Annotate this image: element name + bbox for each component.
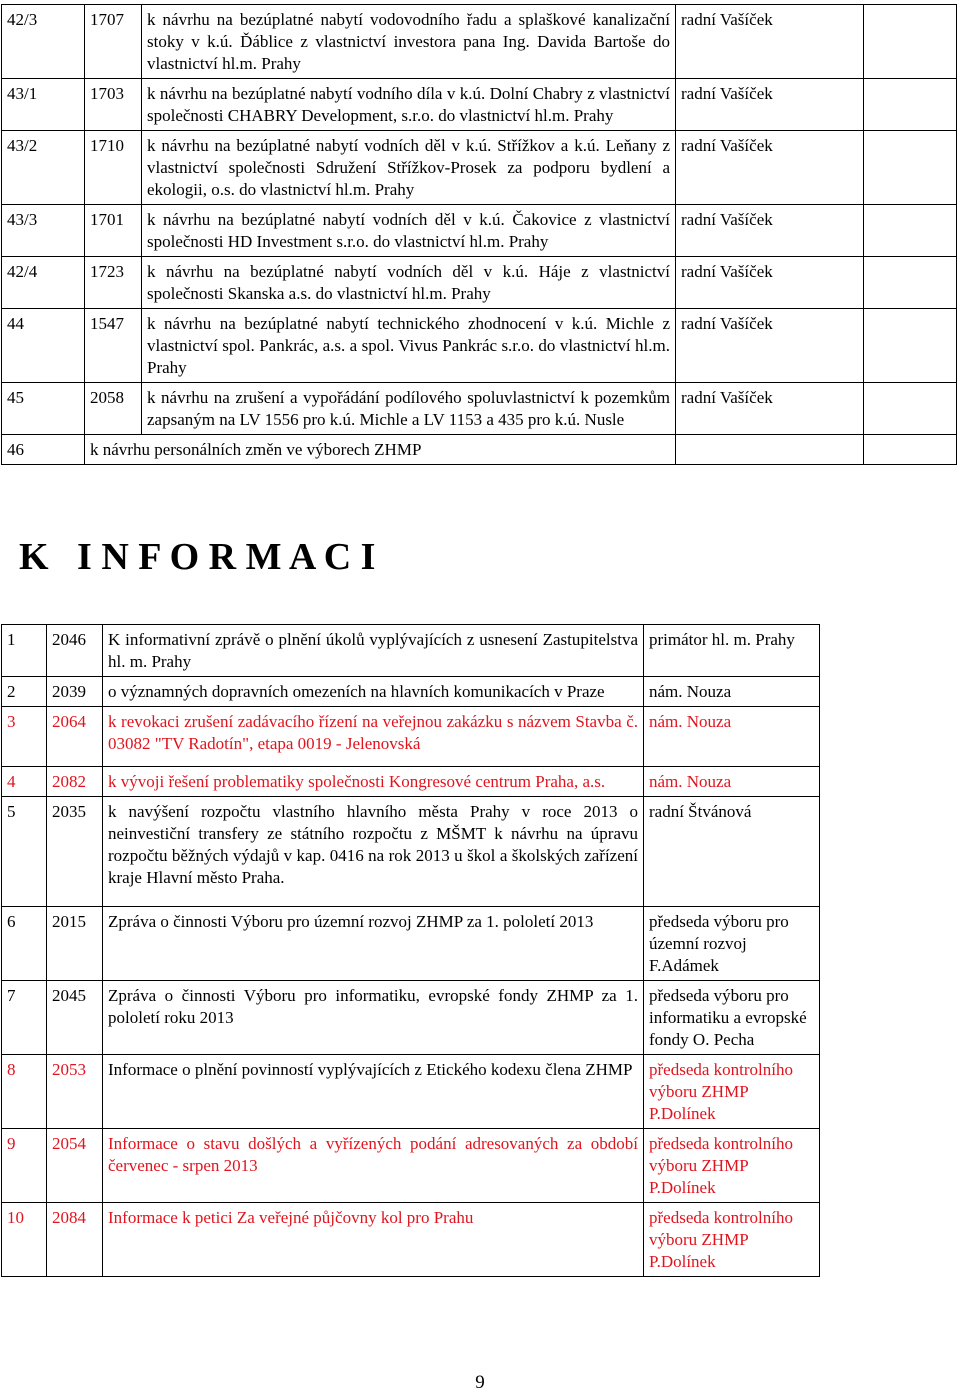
row-number: 5 bbox=[2, 797, 47, 907]
row-empty bbox=[864, 257, 957, 309]
row-text: Zpráva o činnosti Výboru pro informatiku, evropské fondy ZHMP za 1. pololetí roku 2013 bbox=[103, 981, 644, 1055]
row-text: k návrhu na bezúplatné nabytí vodního díla v k.ú. Dolní Chabry z vlastnictví společnosti CHABRY Development, s.r.o. do vlastnictví hl.m. Prahy bbox=[142, 79, 676, 131]
row-code: 1710 bbox=[85, 131, 142, 205]
row-text: k navýšení rozpočtu vlastního hlavního města Prahy v roce 2013 o neinvestiční transfery ze státního rozpočtu z MŠMT k návrhu na úpravu rozpočtu běžných výdajů v kap. 0416 na rok 2013 u škol a školských zařízení kraje Hlavní město Praha. bbox=[103, 797, 644, 907]
row-number: 43/2 bbox=[2, 131, 85, 205]
row-number: 43/3 bbox=[2, 205, 85, 257]
row-code: 1707 bbox=[85, 5, 142, 79]
table-row bbox=[2, 131, 957, 205]
table-row bbox=[2, 383, 957, 435]
row-number: 10 bbox=[2, 1203, 47, 1277]
row-number: 7 bbox=[2, 981, 47, 1055]
table-row bbox=[2, 5, 957, 79]
row-number: 43/1 bbox=[2, 79, 85, 131]
row-empty bbox=[864, 205, 957, 257]
row-text: o významných dopravních omezeních na hlavních komunikacích v Praze bbox=[103, 677, 644, 707]
table-row bbox=[2, 205, 957, 257]
table-row bbox=[2, 1203, 957, 1277]
row-presenter: předseda výboru pro územní rozvoj F.Adámek bbox=[644, 907, 820, 981]
row-empty bbox=[820, 907, 957, 981]
row-empty bbox=[864, 79, 957, 131]
row-code: 2064 bbox=[47, 707, 103, 767]
row-number: 42/4 bbox=[2, 257, 85, 309]
row-presenter: radní Vašíček bbox=[676, 5, 864, 79]
row-empty bbox=[864, 383, 957, 435]
row-text: k návrhu na bezúplatné nabytí vodních děl v k.ú. Střížkov a k.ú. Leňany z vlastnictví společnosti Sdružení Střížkov-Prosek za podporu bydlení a ekologii, o.s. do vlastnictví hl.m. Prahy bbox=[142, 131, 676, 205]
row-code: 2054 bbox=[47, 1129, 103, 1203]
row-text: K informativní zprávě o plnění úkolů vyplývajících z usnesení Zastupitelstva hl. m. Prahy bbox=[103, 625, 644, 677]
table-row bbox=[2, 625, 957, 677]
row-text: Informace o stavu došlých a vyřízených podání adresovaných za období červenec - srpen 2013 bbox=[103, 1129, 644, 1203]
row-number: 1 bbox=[2, 625, 47, 677]
row-presenter: radní Vašíček bbox=[676, 131, 864, 205]
row-empty bbox=[864, 131, 957, 205]
table-row bbox=[2, 981, 957, 1055]
row-code: 2039 bbox=[47, 677, 103, 707]
row-code: 2035 bbox=[47, 797, 103, 907]
section-heading: K I N F O R M A C I bbox=[19, 536, 376, 578]
row-code: 2015 bbox=[47, 907, 103, 981]
row-number: 4 bbox=[2, 767, 47, 797]
row-empty bbox=[820, 677, 957, 707]
row-text: k návrhu na bezúplatné nabytí vodních děl v k.ú. Čakovice z vlastnictví společnosti HD Investment s.r.o. do vlastnictví hl.m. Prahy bbox=[142, 205, 676, 257]
table-row bbox=[2, 309, 957, 383]
row-text: k návrhu na zrušení a vypořádání podílového spoluvlastnictví k pozemkům zapsaným na LV 1556 pro k.ú. Michle a LV 1153 a 435 pro k.ú. Nusle bbox=[142, 383, 676, 435]
row-text: Informace o plnění povinností vyplývajících z Etického kodexu člena ZHMP bbox=[103, 1055, 644, 1129]
page-number: 9 bbox=[475, 1372, 485, 1393]
row-text: k návrhu personálních změn ve výborech ZHMP bbox=[85, 435, 676, 465]
row-empty bbox=[820, 1203, 957, 1277]
row-number: 45 bbox=[2, 383, 85, 435]
row-text: k revokaci zrušení zadávacího řízení na veřejnou zakázku s názvem Stavba č. 03082 "TV Radotín", etapa 0019 - Jelenovská bbox=[103, 707, 644, 767]
row-presenter: nám. Nouza bbox=[644, 677, 820, 707]
table-row bbox=[2, 1129, 957, 1203]
table-row bbox=[2, 1055, 957, 1129]
row-empty bbox=[820, 797, 957, 907]
row-number: 42/3 bbox=[2, 5, 85, 79]
row-code: 2053 bbox=[47, 1055, 103, 1129]
row-code: 1701 bbox=[85, 205, 142, 257]
row-empty bbox=[864, 309, 957, 383]
row-presenter: radní Štvánová bbox=[644, 797, 820, 907]
row-text: Zpráva o činnosti Výboru pro územní rozvoj ZHMP za 1. pololetí 2013 bbox=[103, 907, 644, 981]
table-row bbox=[2, 707, 957, 767]
row-text: k vývoji řešení problematiky společnosti Kongresové centrum Praha, a.s. bbox=[103, 767, 644, 797]
row-presenter: radní Vašíček bbox=[676, 383, 864, 435]
table-row bbox=[2, 767, 957, 797]
table-row bbox=[2, 797, 957, 907]
row-code: 2045 bbox=[47, 981, 103, 1055]
row-code: 2046 bbox=[47, 625, 103, 677]
row-presenter: nám. Nouza bbox=[644, 707, 820, 767]
row-presenter: primátor hl. m. Prahy bbox=[644, 625, 820, 677]
row-number: 9 bbox=[2, 1129, 47, 1203]
row-number: 3 bbox=[2, 707, 47, 767]
row-presenter: předseda kontrolního výboru ZHMP P.Dolínek bbox=[644, 1203, 820, 1277]
table-row bbox=[2, 435, 957, 465]
agenda-table bbox=[1, 4, 957, 465]
row-number: 8 bbox=[2, 1055, 47, 1129]
row-code: 1703 bbox=[85, 79, 142, 131]
row-code: 2058 bbox=[85, 383, 142, 435]
row-empty bbox=[820, 625, 957, 677]
row-number: 46 bbox=[2, 435, 85, 465]
row-presenter: nám. Nouza bbox=[644, 767, 820, 797]
row-presenter: radní Vašíček bbox=[676, 309, 864, 383]
row-empty bbox=[820, 1129, 957, 1203]
row-number: 2 bbox=[2, 677, 47, 707]
row-presenter: radní Vašíček bbox=[676, 205, 864, 257]
row-number: 6 bbox=[2, 907, 47, 981]
row-code: 1723 bbox=[85, 257, 142, 309]
row-text: k návrhu na bezúplatné nabytí vodovodního řadu a splaškové kanalizační stoky v k.ú. Ďáblice z vlastnictví investora pana Ing. Davida Bartoše do vlastnictví hl.m. Prahy bbox=[142, 5, 676, 79]
table-row bbox=[2, 677, 957, 707]
row-empty bbox=[820, 767, 957, 797]
table-row bbox=[2, 257, 957, 309]
row-text: Informace k petici Za veřejné půjčovny kol pro Prahu bbox=[103, 1203, 644, 1277]
row-presenter: radní Vašíček bbox=[676, 257, 864, 309]
row-empty bbox=[864, 5, 957, 79]
row-code: 2082 bbox=[47, 767, 103, 797]
row-presenter: radní Vašíček bbox=[676, 79, 864, 131]
row-empty bbox=[820, 981, 957, 1055]
row-text: k návrhu na bezúplatné nabytí vodních děl v k.ú. Háje z vlastnictví společnosti Skanska a.s. do vlastnictví hl.m. Prahy bbox=[142, 257, 676, 309]
row-code: 1547 bbox=[85, 309, 142, 383]
row-empty bbox=[820, 1055, 957, 1129]
table-row bbox=[2, 79, 957, 131]
table-row bbox=[2, 907, 957, 981]
information-table bbox=[1, 624, 957, 1277]
row-empty bbox=[820, 707, 957, 767]
row-text: k návrhu na bezúplatné nabytí technického zhodnocení v k.ú. Michle z vlastnictví spol. Pankrác, a.s. a spol. Vivus Pankrác s.r.o. do vlastnictví hl.m. Prahy bbox=[142, 309, 676, 383]
row-number: 44 bbox=[2, 309, 85, 383]
row-presenter bbox=[676, 435, 864, 465]
row-empty bbox=[864, 435, 957, 465]
row-presenter: předseda kontrolního výboru ZHMP P.Dolínek bbox=[644, 1129, 820, 1203]
row-code: 2084 bbox=[47, 1203, 103, 1277]
row-presenter: předseda výboru pro informatiku a evropské fondy O. Pecha bbox=[644, 981, 820, 1055]
row-presenter: předseda kontrolního výboru ZHMP P.Dolínek bbox=[644, 1055, 820, 1129]
